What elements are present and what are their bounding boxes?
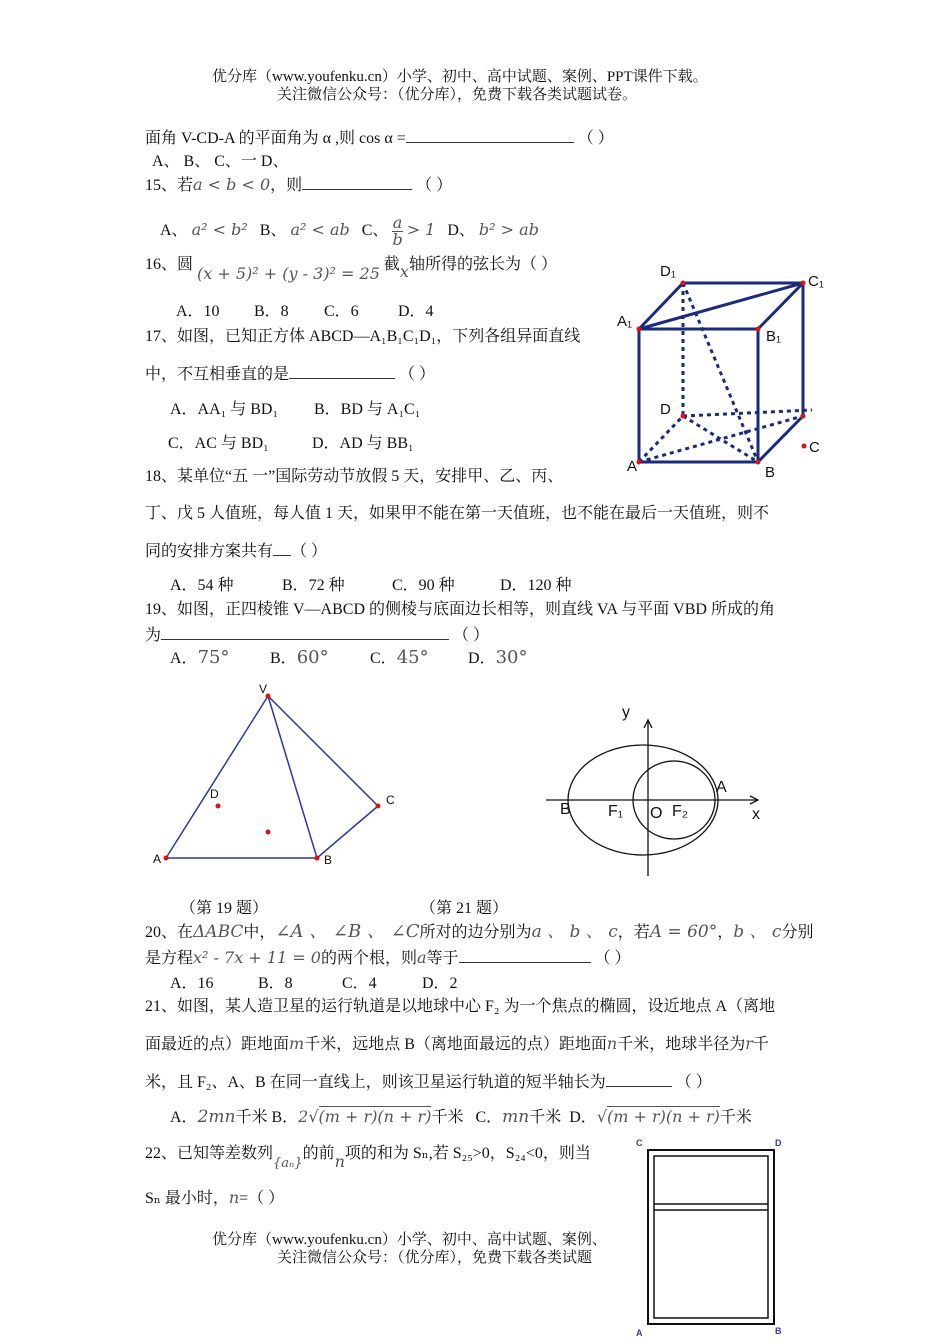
q14-stem: 面角 V-CD-A 的平面角为 α ,则 cos α = （ ） [145, 130, 614, 147]
cube-label-d1: D₁ [660, 263, 676, 280]
cube-hidden-ac [639, 416, 803, 462]
q22-line-2: Sₙ 最小时，n=（ ） [145, 1188, 285, 1207]
ellipse-label-o: O [650, 805, 663, 822]
rect-label-d: D [775, 1138, 782, 1148]
ellipse-label-f2: F₂ [672, 803, 688, 820]
q18-line-3: 同的安排方案共有 （ ） [145, 543, 328, 560]
q18-line-1: 18、某单位“五 一”国际劳动节放假 5 天，安排甲、乙、丙、 [145, 468, 564, 485]
cube-label-b1: B₁ [766, 328, 782, 345]
header-line-2: 关注微信公众号：（优分库），免费下载各类试题试卷。 [277, 87, 638, 103]
q15-options: A、 a² < b² B、 a² < ab C、 $\frac{a}{b}$ > 1 D、 b² > ab [160, 213, 539, 249]
q18-line-2: 丁、戊 5 人值班，每人值 1 天，如果甲不能在第一天值班，也不能在最后一天值班，则不 [145, 505, 770, 522]
caption-fig-21: （第 21 题） [420, 900, 509, 917]
footer-line-1: 优分库（www.youfenku.cn）小学、初中、高中试题、案例、 [212, 1232, 607, 1248]
cube-label-a: A [627, 458, 638, 475]
ellipse-label-x: x [752, 806, 760, 823]
q21-line-2: 面最近的点）距地面m千米，远地点 B（离地面最远的点）距地面n千米，地球半径为r千 [145, 1034, 769, 1053]
q20-options: A．16 B．8 C．4 D．2 [170, 975, 458, 992]
q18-options: A．54 种 B．72 种 C．90 种 D．120 种 [170, 577, 572, 594]
rectangle-figure [630, 1134, 790, 1338]
caption-fig-19: （第 19 题） [180, 900, 269, 917]
cube-hidden-ad [639, 416, 683, 462]
q16-options: A．10 B．8 C．6 D．4 [176, 303, 434, 320]
ellipse-label-a: A [716, 779, 727, 796]
cube-label-a1: A₁ [617, 313, 633, 330]
q17-options-row-1: A．AA₁ 与 BD₁ B．BD 与 A₁C₁ [170, 401, 421, 418]
q19-line-1: 19、如图，正四棱锥 V—ABCD 的侧棱与底面边长相等，则直线 VA 与平面 VBD 所成的角 [145, 601, 775, 618]
pyramid-label-v: V [259, 682, 268, 696]
q21-line-1: 21、如图，某人造卫星的运行轨道是以地球中心 F₂ 为一个焦点的椭圆，设近地点 A（离地 [145, 998, 776, 1015]
rect-label-c: C [636, 1138, 643, 1148]
pyramid-label-c: C [386, 793, 395, 807]
pyramid-label-a: A [153, 852, 162, 866]
cube-label-d: D [660, 401, 671, 418]
cube-diag-a1c1 [639, 283, 803, 329]
q20-line-1: 20、在ΔABC中，∠A 、 ∠B 、 ∠C所对的边分别为a 、 b 、 c，若A = 60°，b 、 c分别 [145, 921, 814, 942]
ellipse-label-b: B [560, 801, 571, 818]
q17-line-2: 中，不互相垂直的是 （ ） [145, 366, 436, 383]
q16-stem: 16、圆 (x + 5)² + (y - 3)² = 25 截x轴所得的弦长为（ ） [145, 256, 557, 283]
pyramid-figure [150, 680, 410, 870]
rect-label-a: A [636, 1328, 643, 1338]
q19-options: A．75° B．60° C．45° D．30° [170, 647, 528, 668]
cube-label-c: C [809, 439, 820, 456]
footer-line-2: 关注微信公众号：（优分库），免费下载各类试题 [277, 1250, 593, 1266]
ellipse-figure [540, 700, 770, 885]
rect-label-b: B [775, 1326, 782, 1336]
q15-stem: 15、若a < b < 0，则 （ ） [145, 175, 453, 194]
pyramid-label-b: B [324, 853, 333, 867]
ellipse-label-f1: F₁ [608, 803, 624, 820]
q17-options-row-2: C．AC 与 BD₁ D．AD 与 BB₁ [168, 435, 414, 452]
cube-hidden-dc [683, 410, 812, 416]
cube-label-c1: C₁ [808, 273, 824, 290]
q21-line-3: 米，且 F₂、A、B 在同一直线上，则该卫星运行轨道的短半轴长为 （ ） [145, 1074, 712, 1091]
ellipse-label-y: y [622, 704, 630, 721]
header-line-1: 优分库（www.youfenku.cn）小学、初中、高中试题、案例、PPT课件下载。 [212, 69, 708, 85]
q22-line-1: 22、已知等差数列$_{\{a_n\}}$的前n项的和为 Sₙ,若 S₂₅>0，S₂₄<0，则当 [145, 1145, 591, 1171]
q21-options: A．2mn千米 B．2√(m + r)(n + r)千米 C．mn千米 D．√(m + r)(n + r)千米 [170, 1107, 752, 1127]
pyramid-label-d: D [210, 787, 219, 801]
cube-label-b: B [765, 464, 776, 481]
cube-hidden-bd1 [683, 283, 758, 462]
q17-line-1: 17、如图，已知正方体 ABCD—A₁B₁C₁D₁，下列各组异面直线 [145, 328, 581, 345]
q19-line-2: 为 （ ） [145, 627, 490, 644]
q14-options: A、 B、 C、一 D、 [152, 153, 289, 170]
q20-line-2: 是方程x² - 7x + 11 = 0的两个根，则a等于 （ ） [145, 948, 631, 967]
cube-figure [612, 258, 837, 483]
